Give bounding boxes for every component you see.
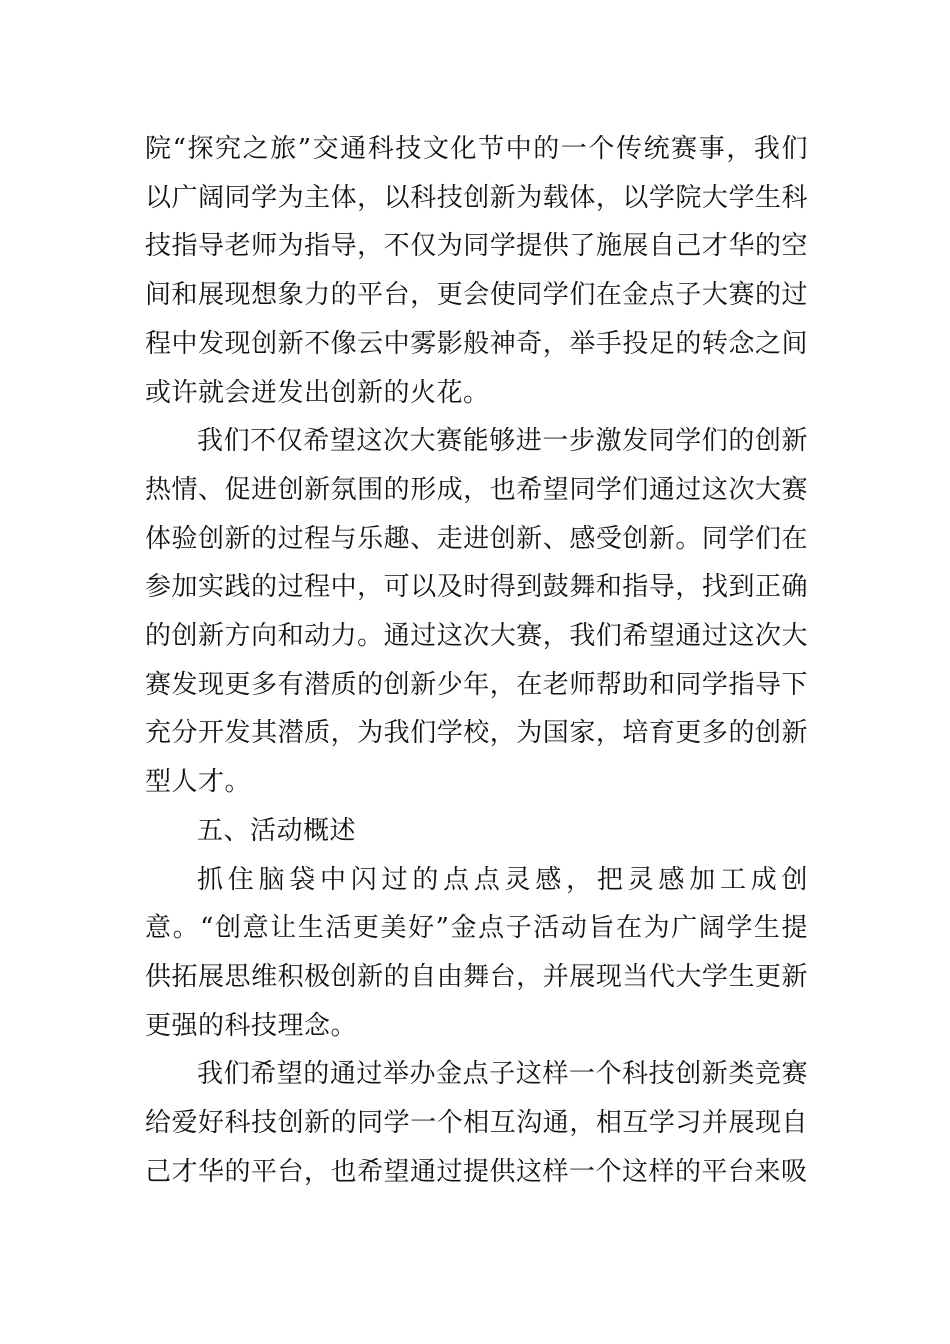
paragraph-4: 我们希望的通过举办金点子这样一个科技创新类竞赛给爱好科技创新的同学一个相互沟通，相互学习并展现自己才华的平台，也希望通过提供这样一个这样的平台来吸 [145, 1059, 808, 1187]
paragraph-3: 抓住脑袋中闪过的点点灵感，把灵感加工成创意。“创意让生活更美好”金点子活动旨在为广阔学生提供拓展思维积极创新的自由舞台，并展现当代大学生更新更强的科技理念。 [145, 864, 808, 1041]
section-heading: 五、活动概述 [197, 815, 357, 846]
document-body [145, 125, 808, 1196]
paragraph-1: 院“探究之旅”交通科技文化节中的一个传统赛事，我们以广阔同学为主体，以科技创新为载体，以学院大学生科技指导老师为指导，不仅为同学提供了施展自己才华的空间和展现想象力的平台，更会使同学们在金点子大赛的过程中发现创新不像云中雾影般神奇，举手投足的转念之间或许就会迸发出创新的火花。 [145, 134, 808, 408]
paragraph-2: 我们不仅希望这次大赛能够进一步激发同学们的创新热情、促进创新氛围的形成，也希望同学们通过这次大赛体验创新的过程与乐趣、走进创新、感受创新。同学们在参加实践的过程中，可以及时得到鼓舞和指导，找到正确的创新方向和动力。通过这次大赛，我们希望通过这次大赛发现更多有潜质的创新少年，在老师帮助和同学指导下充分开发其潜质，为我们学校，为国家，培育更多的创新型人才。 [145, 426, 808, 798]
